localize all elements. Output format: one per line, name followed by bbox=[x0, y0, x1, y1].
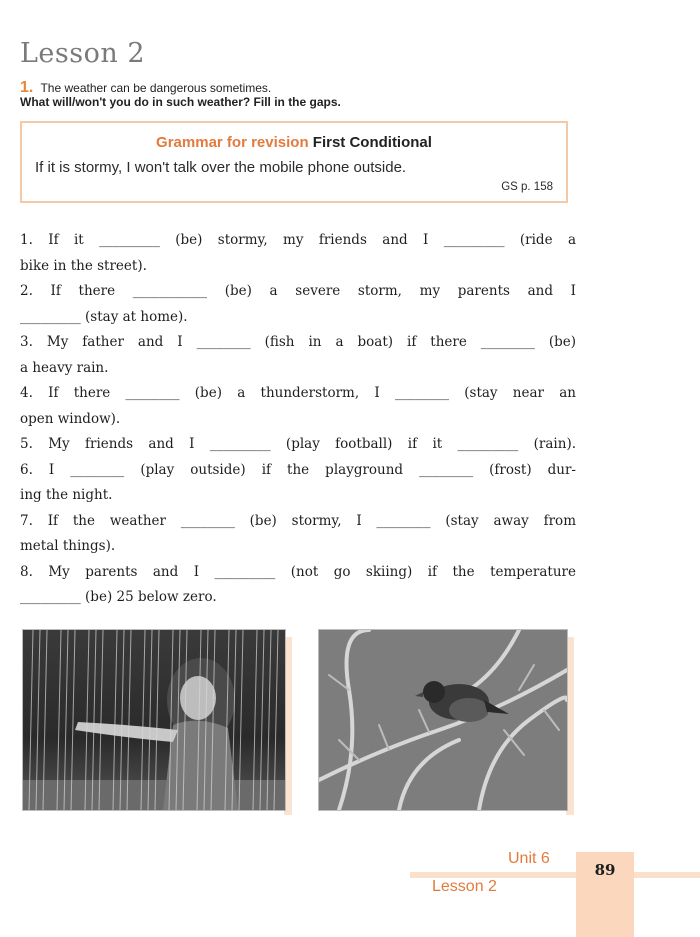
exercise-line: metal things). bbox=[20, 538, 116, 554]
grammar-topic: First Conditional bbox=[312, 134, 432, 151]
exercise-line: ing the night. bbox=[20, 487, 113, 503]
exercise-line: 3. My father and I ________ (fish in a boat) if there ________ (be) bbox=[20, 334, 576, 350]
grammar-reference: GS p. 158 bbox=[501, 181, 553, 193]
grammar-box bbox=[20, 121, 568, 203]
exercise-line: 4. If there ________ (be) a thunderstorm, I ________ (stay near an bbox=[20, 385, 576, 401]
bird-in-frost-photo bbox=[318, 629, 568, 811]
page-number: 89 bbox=[594, 861, 616, 879]
grammar-heading bbox=[22, 134, 566, 151]
exercise-line: bike in the street). bbox=[20, 257, 147, 274]
grammar-example: If it is stormy, I won't talk over the mobile phone outside. bbox=[35, 159, 407, 176]
girl-in-rain-photo bbox=[22, 629, 286, 811]
task-instruction: What will/won't you do in such weather? Fill in the gaps. bbox=[20, 95, 341, 109]
exercise-text bbox=[20, 228, 576, 611]
grammar-label: Grammar for revision bbox=[156, 134, 309, 151]
exercise-line: 5. My friends and I _________ (play football) if it _________ (rain). bbox=[20, 436, 576, 452]
lesson-label: Lesson 2 bbox=[432, 878, 497, 895]
exercise-line: 8. My parents and I _________ (not go skiing) if the temperature bbox=[20, 563, 576, 580]
task-number: 1. bbox=[20, 79, 34, 96]
exercise-line: _________ (stay at home). bbox=[20, 308, 188, 325]
unit-label: Unit 6 bbox=[508, 850, 550, 867]
task-text: The weather can be dangerous sometimes. bbox=[40, 81, 272, 95]
exercise-line: 2. If there ___________ (be) a severe storm, my parents and I bbox=[20, 283, 576, 299]
exercise-line: open window). bbox=[20, 410, 121, 427]
exercise-line: 1. If it _________ (be) stormy, my friends and I _________ (ride a bbox=[20, 232, 576, 248]
lesson-title: Lesson 2 bbox=[20, 38, 146, 69]
exercise-line: 7. If the weather ________ (be) stormy, I ________ (stay away from bbox=[20, 512, 576, 529]
exercise-line: 6. I ________ (play outside) if the playground ________ (frost) dur- bbox=[20, 461, 576, 478]
exercise-line: a heavy rain. bbox=[20, 359, 109, 376]
exercise-line: _________ (be) 25 below zero. bbox=[20, 589, 217, 605]
